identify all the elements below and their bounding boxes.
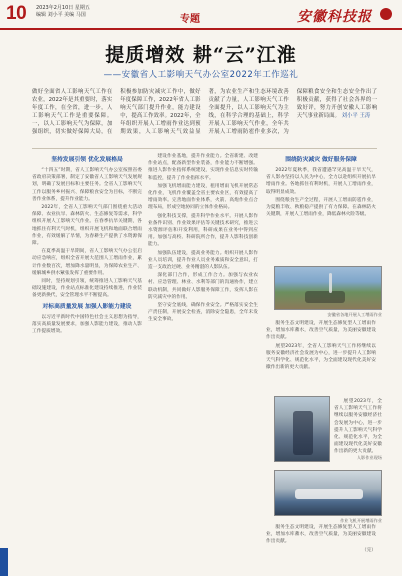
photo-airplane: [295, 489, 363, 499]
section-tag: 专题: [180, 14, 200, 25]
photo-rocket-launch: [274, 266, 382, 310]
paragraph: 坚守安全底线，确保作业安全。严格落实安全生产责任制，开展安全检查，消除安全隐患，全年未发生安全事故。: [148, 303, 258, 323]
page-number: 10: [6, 3, 27, 24]
column-heading: 围绕防灾减灾 做好服务保障: [285, 157, 357, 163]
body-column-1: [32, 153, 142, 571]
paragraph: 围绕粮食生产全过程，开展人工增雨防雹作业，为夏粮丰收、秋粮稳产提供了有力保障。在森林防火关键期，开展人工增雨作业，降低森林火险等级。: [266, 197, 376, 218]
photo-aircraft: [274, 470, 382, 516]
photo-caption: 人影作业现场: [356, 455, 382, 460]
column-heading: 坚持发展引领 优化发展格局: [51, 157, 123, 163]
page-header: [0, 0, 402, 30]
article-subhead: ——安徽省人工影响天气办公室2022年工作巡礼: [103, 70, 299, 80]
body-column-3-side: [334, 398, 382, 455]
paragraph: 以习近平新时代中国特色社会主义思想为指导，落实高质量发展要求，加强人影能力建设，推动人影工作提质增效。: [32, 314, 142, 335]
photo-caption: 作业飞机开展增雨作业: [340, 518, 382, 523]
dateline: [36, 5, 90, 19]
photo-smoke-trail: [329, 273, 332, 293]
body-column-2: [148, 153, 258, 571]
body-column-3-lower: [266, 320, 376, 395]
paragraph: 2022年，全省人工影响天气部门围绕重大活动保障、农业抗旱、森林防火、生态修复等需求，科学组织开展人工影响天气作业。在春季抗旱关键期，各地抓住有利天气时机，组织开展飞机和地面联合增雨作业，有效缓解了旱情，为春耕生产提供了水资源保障。: [32, 205, 142, 247]
paragraph: 服务生态文明建设，开展生态修复型人工增雨作业，增加水库蓄水，改善空气质量，为美丽安徽建设作出贡献。: [266, 321, 376, 341]
body-column-3: [266, 153, 376, 263]
paragraph: 加强队伍建设，提高业务能力。组织开展人影作业人员培训，提升作业人员业务素质和安全意识，打造一支政治过硬、业务精湛的人影队伍。: [148, 250, 258, 271]
photo-operator: [274, 396, 330, 462]
divider: [32, 148, 377, 149]
paragraph: 强化科技支撑，提升科学作业水平。开展人影作业条件识别、作业效果评估等关键技术研究，推进云水资源评估和开发利用，科研成果在业务中得到应用。加强与高校、科研院所合作，提升人影科技创新能力。: [148, 213, 258, 248]
lead-text: 做好全面省人工影响天气工作在农业，2022年是其重要时，落实年度工作，在全省，进一步，人工影响天气工作是重要保障。一，以人工影响天气为保障，加强组织，切实做好保障大局，在积极参加防灾减灾工作中，做好年度保障工作，2022年省人工影响天气部门提升作业，能力建设中，提高工作效率。2022年，全年组织开展人工增雨作业达到预期效果，人工影响天气效益显著，为农业生产和生态环境改善贡献了力量，人工影响天气工作全面提升，以人工影响天气为主线，在科学合理的基础上，科学开展人工影响天气作业，全年共开展人工增雨防雹作业多次，为保障粮食安全和生态安全作出了积极贡献，获得了社会各界的一致好评，努力开创安徽人工影响天气事业新局面。: [32, 89, 377, 135]
paragraph: 展望2023年，全省人工影响天气工作将继续以服务安徽经济社会发展为中心，进一步提升人工影响天气科学化、规范化水平，为全面建设现代化美好安徽作出新的更大贡献。: [334, 399, 382, 455]
closing-mark: （完）: [361, 547, 376, 553]
paragraph: 加强飞机增雨能力建设，租用增雨飞机开展常态化作业，飞机作业覆盖全省主要农业区，有效提高了增雨效率。完善地面作业体系，火箭、高炮作业点合理布局，形成空地协同的立体作业格局。: [148, 183, 258, 211]
paragraph: 同时，坚持规划引领，统筹推进人工影响天气基础设施建设，作业站点标准化建设持续推进，作业装备更新换代，安全管理水平不断提高。: [32, 279, 142, 299]
margin-stripe: [0, 548, 8, 576]
newspaper-logo: 安徽科技报: [297, 9, 372, 25]
paragraph: 服务生态文明建设，开展生态修复型人工增雨作业，增加水库蓄水，改善空气质量，为美丽安徽建设作出贡献。: [266, 525, 376, 545]
photo-vehicle: [305, 291, 345, 303]
paragraph: 建设作业基地，提升作业能力。全省新建、改建作业站点，配备新型作业装备，作业能力不断增强。推进人影作业指挥系统建设，实现作业信息实时传输和监控，提升了作业指挥水平。: [148, 154, 258, 181]
article-lead: [32, 88, 377, 146]
dateline-editors: 编辑 刘小平 美编 马国: [36, 12, 86, 18]
column-heading-2: 对标高质量发展 加强人影能力建设: [42, 303, 132, 310]
photo-caption: 安徽省各地开展人工增雨作业: [327, 312, 382, 317]
body-column-3-end: [266, 524, 376, 568]
paragraph: 2022年夏秋季，我省遭遇罕见高温干旱天气，省人影办坚持以人民为中心，全力以赴组织开展抗旱增雨作业。各地抓住有利时机，开展人工增雨作业，取得明显成效。: [266, 168, 376, 195]
article-headline: 提质增效 耕“云”江淮: [105, 44, 297, 66]
emblem-icon: [380, 8, 392, 20]
dateline-date: 2023年2月10日 星期五: [36, 5, 90, 11]
paragraph: “十四五”时期，省人工影响天气办公室按照省委省政府决策部署，制定了安徽省人工影响天气发展规划，明确了发展目标和主要任务。全省人工影响天气工作以服务乡村振兴、保障粮食安全为目标，不断完善作业体系，提升作业能力。: [32, 168, 142, 202]
photo-person: [293, 411, 313, 455]
paragraph: 在夏季高温干旱期间，省人工影响天气办公室启动应急响应，组织全省开展大范围人工增雨作业，累计作业数百次，增加降水量明显，为保障农业生产、缓解城乡供水紧张发挥了重要作用。: [32, 249, 142, 276]
paragraph: 展望2023年，全省人工影响天气工作将继续以服务安徽经济社会发展为中心，进一步提升人工影响天气科学化、规范化水平，为全面建设现代化美好安徽作出新的更大贡献。: [266, 343, 376, 371]
lead-signature: 刘小平 王涛: [341, 113, 371, 119]
paragraph: 深化部门合作，形成工作合力。加强与农业农村、应急管理、林业、水利等部门的沟通协作，建立联动机制，共同做好人影服务保障工作，发挥人影在防灾减灾中的作用。: [148, 273, 258, 300]
